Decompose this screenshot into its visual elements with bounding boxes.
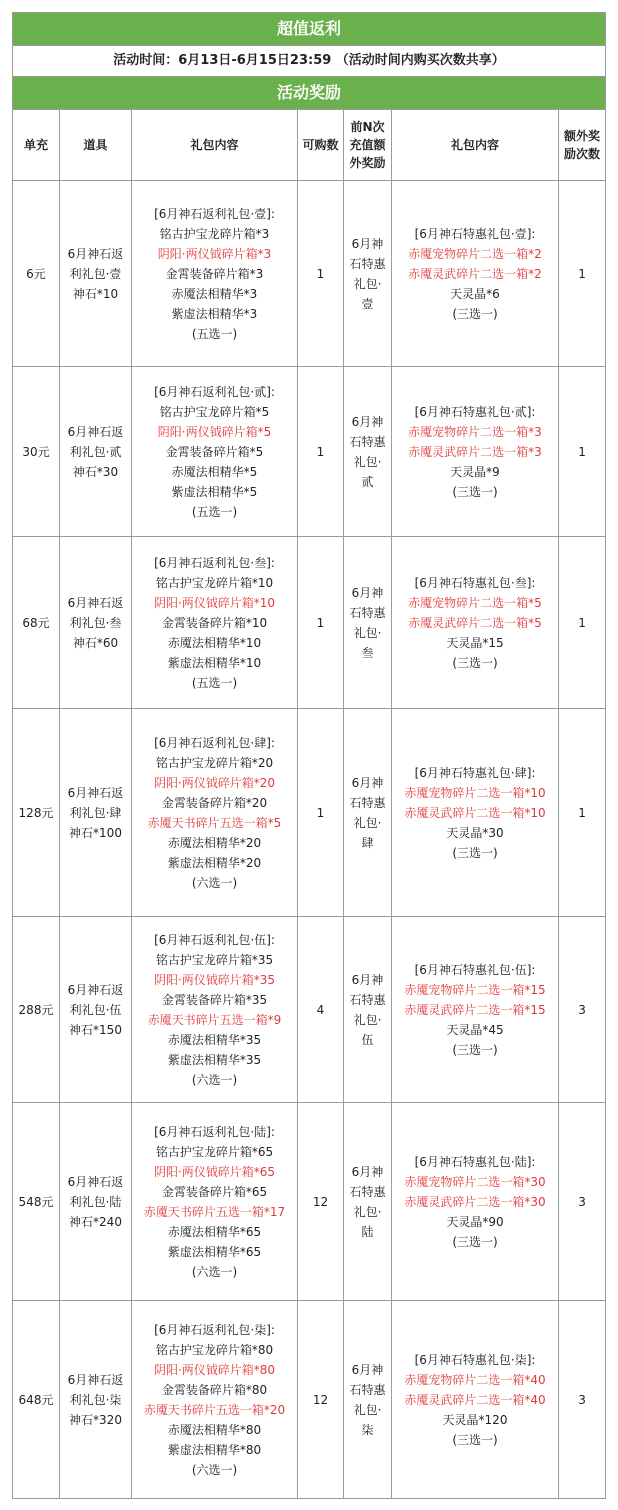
- content-line: 金霄装备碎片箱*80: [161, 1382, 268, 1397]
- content-line: (五选一): [191, 675, 238, 690]
- content-line: 赤魇法相精华*3: [171, 286, 258, 301]
- bonus-cell: 6月神石特惠礼包·肆: [344, 709, 392, 917]
- content-line: 阴阳·两仪钺碎片箱*35: [153, 972, 276, 987]
- count-cell: 1: [298, 367, 344, 537]
- content-line: 金霄装备碎片箱*10: [161, 615, 268, 630]
- item-cell: 6月神石返利礼包·肆 神石*100: [60, 709, 132, 917]
- content-line: 金霄装备碎片箱*35: [161, 992, 268, 1007]
- content-line: 赤魇法相精华*80: [167, 1422, 262, 1437]
- extra-cell: 1: [559, 367, 606, 537]
- content-line: 天灵晶*30: [446, 825, 504, 840]
- content-line: [6月神石返利礼包·叁]:: [154, 555, 275, 570]
- content-line: (三选一): [452, 306, 498, 321]
- item-cell: 6月神石返利礼包·壹 神石*10: [60, 181, 132, 367]
- content-line: [6月神石返利礼包·伍]:: [154, 932, 275, 947]
- content-line: 赤魇法相精华*5: [171, 464, 258, 479]
- content-line: [6月神石返利礼包·肆]:: [154, 735, 275, 750]
- reward-table-container: [12, 12, 605, 1499]
- content-line: (三选一): [452, 1432, 498, 1447]
- content-line: 紫虚法相精华*20: [167, 855, 262, 870]
- content-line: (三选一): [452, 1042, 498, 1057]
- content-cell: [132, 1301, 298, 1499]
- table-row: [13, 181, 606, 367]
- header-item: 道具: [60, 110, 132, 181]
- content-line: (三选一): [452, 1234, 498, 1249]
- extra-cell: 1: [559, 181, 606, 367]
- item-cell: 6月神石返利礼包·陆 神石*240: [60, 1103, 132, 1301]
- item-cell: 6月神石返利礼包·贰 神石*30: [60, 367, 132, 537]
- header-price: 单充: [13, 110, 60, 181]
- content-line: [6月神石特惠礼包·肆]:: [414, 765, 536, 780]
- count-cell: 12: [298, 1301, 344, 1499]
- content-cell: [132, 181, 298, 367]
- content-line: [6月神石特惠礼包·陆]:: [414, 1154, 536, 1169]
- count-cell: 4: [298, 917, 344, 1103]
- table-row: [13, 367, 606, 537]
- extra-cell: 3: [559, 917, 606, 1103]
- content-line: 金霄装备碎片箱*5: [165, 444, 264, 459]
- content-cell: [132, 709, 298, 917]
- content-line: 紫虚法相精华*35: [167, 1052, 262, 1067]
- content-line: 铭古护宝龙碎片箱*10: [155, 575, 274, 590]
- price-cell: 68元: [13, 537, 60, 709]
- content-line: 赤魇宠物碎片二选一箱*2: [408, 246, 542, 261]
- bonus-cell: 6月神石特惠礼包·陆: [344, 1103, 392, 1301]
- table-row: [13, 1301, 606, 1499]
- content-line: [6月神石返利礼包·贰]:: [154, 384, 275, 399]
- header-bonus: 前N次充值额外奖励: [344, 110, 392, 181]
- content-line: 天灵晶*6: [450, 286, 500, 301]
- content-line: 赤魇法相精华*20: [167, 835, 262, 850]
- content-line: (三选一): [452, 484, 498, 499]
- content-line: 天灵晶*15: [446, 635, 504, 650]
- content-line: 赤魇灵武碎片二选一箱*3: [408, 444, 542, 459]
- content-line: (六选一): [191, 1264, 238, 1279]
- content-line: 天灵晶*90: [446, 1214, 504, 1229]
- content-cell: [132, 537, 298, 709]
- content-line: 阴阳·两仪钺碎片箱*3: [157, 246, 272, 261]
- content-line: 金霄装备碎片箱*3: [165, 266, 264, 281]
- content-line: 铭古护宝龙碎片箱*80: [155, 1342, 274, 1357]
- table-row: [13, 537, 606, 709]
- content-line: 赤魇法相精华*10: [167, 635, 262, 650]
- content-line: 金霄装备碎片箱*20: [161, 795, 268, 810]
- content-cell: [132, 367, 298, 537]
- extra-cell: 3: [559, 1103, 606, 1301]
- price-cell: 30元: [13, 367, 60, 537]
- content-line: 天灵晶*120: [442, 1412, 508, 1427]
- bonus-content-cell: [392, 537, 559, 709]
- content-line: (六选一): [191, 1462, 238, 1477]
- bonus-content-cell: [392, 709, 559, 917]
- count-cell: 1: [298, 181, 344, 367]
- activity-time: 活动时间：6月13日-6月15日23:59 （活动时间内购买次数共享）: [13, 46, 606, 77]
- extra-cell: 1: [559, 537, 606, 709]
- bonus-cell: 6月神石特惠礼包·叁: [344, 537, 392, 709]
- table-row: [13, 917, 606, 1103]
- bonus-content-cell: [392, 1301, 559, 1499]
- content-line: 赤魇天书碎片五选一箱*5: [147, 815, 282, 830]
- bonus-content-cell: [392, 181, 559, 367]
- content-line: 紫虚法相精华*5: [171, 484, 258, 499]
- extra-cell: 1: [559, 709, 606, 917]
- content-line: 赤魇宠物碎片二选一箱*40: [404, 1372, 546, 1387]
- content-line: 铭古护宝龙碎片箱*5: [159, 404, 270, 419]
- content-cell: [132, 1103, 298, 1301]
- price-cell: 6元: [13, 181, 60, 367]
- bonus-cell: 6月神石特惠礼包·柒: [344, 1301, 392, 1499]
- content-line: 紫虚法相精华*80: [167, 1442, 262, 1457]
- reward-table: [12, 12, 606, 1499]
- content-line: 阴阳·两仪钺碎片箱*20: [153, 775, 276, 790]
- content-line: [6月神石返利礼包·陆]:: [154, 1124, 275, 1139]
- content-line: [6月神石特惠礼包·贰]:: [414, 404, 536, 419]
- content-line: (五选一): [191, 326, 238, 341]
- table-row: [13, 1103, 606, 1301]
- content-line: 赤魇灵武碎片二选一箱*15: [404, 1002, 546, 1017]
- header-count: 可购数: [298, 110, 344, 181]
- content-line: [6月神石特惠礼包·壹]:: [414, 226, 536, 241]
- content-line: [6月神石返利礼包·壹]:: [154, 206, 275, 221]
- content-line: 铭古护宝龙碎片箱*35: [155, 952, 274, 967]
- item-cell: 6月神石返利礼包·伍 神石*150: [60, 917, 132, 1103]
- count-cell: 1: [298, 709, 344, 917]
- table-row: [13, 709, 606, 917]
- header-bonus-content: 礼包内容: [392, 110, 559, 181]
- content-line: 阴阳·两仪钺碎片箱*5: [157, 424, 272, 439]
- bonus-content-cell: [392, 917, 559, 1103]
- content-line: 赤魇宠物碎片二选一箱*30: [404, 1174, 546, 1189]
- content-line: 紫虚法相精华*3: [171, 306, 258, 321]
- content-line: 赤魇宠物碎片二选一箱*10: [404, 785, 546, 800]
- content-line: 赤魇法相精华*35: [167, 1032, 262, 1047]
- content-line: 天灵晶*45: [446, 1022, 504, 1037]
- content-line: 阴阳·两仪钺碎片箱*80: [153, 1362, 276, 1377]
- content-line: (六选一): [191, 875, 238, 890]
- price-cell: 288元: [13, 917, 60, 1103]
- content-line: 金霄装备碎片箱*65: [161, 1184, 268, 1199]
- content-line: 紫虚法相精华*65: [167, 1244, 262, 1259]
- content-line: 赤魇宠物碎片二选一箱*3: [408, 424, 542, 439]
- count-cell: 1: [298, 537, 344, 709]
- banner-top: 超值返利: [13, 13, 606, 46]
- header-content: 礼包内容: [132, 110, 298, 181]
- count-cell: 12: [298, 1103, 344, 1301]
- item-cell: 6月神石返利礼包·柒 神石*320: [60, 1301, 132, 1499]
- content-line: (三选一): [452, 655, 498, 670]
- bonus-content-cell: [392, 367, 559, 537]
- content-line: 阴阳·两仪钺碎片箱*10: [153, 595, 276, 610]
- banner-reward: 活动奖励: [13, 77, 606, 110]
- content-line: 铭古护宝龙碎片箱*3: [159, 226, 270, 241]
- price-cell: 648元: [13, 1301, 60, 1499]
- content-line: 赤魇灵武碎片二选一箱*40: [404, 1392, 546, 1407]
- content-line: 紫虚法相精华*10: [167, 655, 262, 670]
- table-body: [13, 181, 606, 1499]
- content-line: 赤魇法相精华*65: [167, 1224, 262, 1239]
- bonus-cell: 6月神石特惠礼包·伍: [344, 917, 392, 1103]
- content-line: 赤魇灵武碎片二选一箱*30: [404, 1194, 546, 1209]
- content-line: [6月神石特惠礼包·柒]:: [414, 1352, 536, 1367]
- price-cell: 128元: [13, 709, 60, 917]
- content-line: 赤魇宠物碎片二选一箱*5: [408, 595, 542, 610]
- content-line: [6月神石特惠礼包·伍]:: [414, 962, 536, 977]
- bonus-content-cell: [392, 1103, 559, 1301]
- content-line: (三选一): [452, 845, 498, 860]
- content-line: (六选一): [191, 1072, 238, 1087]
- content-line: 赤魇宠物碎片二选一箱*15: [404, 982, 546, 997]
- bonus-cell: 6月神石特惠礼包·贰: [344, 367, 392, 537]
- content-line: 赤魇灵武碎片二选一箱*2: [408, 266, 542, 281]
- content-line: 赤魇天书碎片五选一箱*9: [147, 1012, 282, 1027]
- content-cell: [132, 917, 298, 1103]
- price-cell: 548元: [13, 1103, 60, 1301]
- content-line: 赤魇天书碎片五选一箱*17: [143, 1204, 286, 1219]
- content-line: 赤魇灵武碎片二选一箱*5: [408, 615, 542, 630]
- content-line: (五选一): [191, 504, 238, 519]
- item-cell: 6月神石返利礼包·叁 神石*60: [60, 537, 132, 709]
- content-line: [6月神石特惠礼包·叁]:: [414, 575, 536, 590]
- content-line: 赤魇灵武碎片二选一箱*10: [404, 805, 546, 820]
- content-line: 阴阳·两仪钺碎片箱*65: [153, 1164, 276, 1179]
- content-line: 铭古护宝龙碎片箱*20: [155, 755, 274, 770]
- header-row: [13, 110, 606, 181]
- content-line: 铭古护宝龙碎片箱*65: [155, 1144, 274, 1159]
- header-extra: 额外奖励次数: [559, 110, 606, 181]
- content-line: 天灵晶*9: [450, 464, 500, 479]
- content-line: 赤魇天书碎片五选一箱*20: [143, 1402, 286, 1417]
- bonus-cell: 6月神石特惠礼包·壹: [344, 181, 392, 367]
- content-line: [6月神石返利礼包·柒]:: [154, 1322, 275, 1337]
- extra-cell: 3: [559, 1301, 606, 1499]
